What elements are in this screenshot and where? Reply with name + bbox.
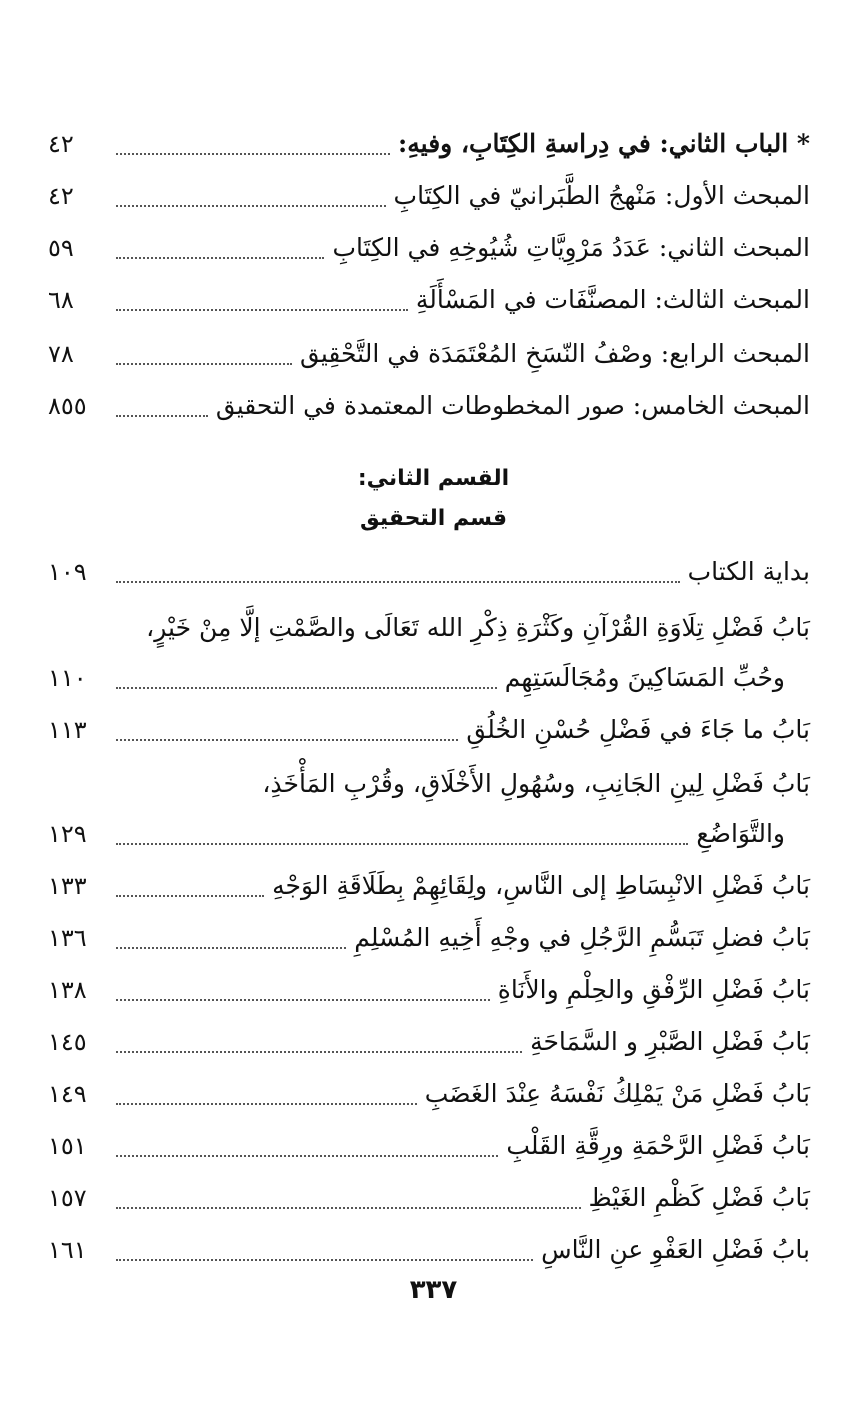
toc-entry [48,380,810,432]
toc-entry-title: المبحث الثاني: عَدَدُ مَرْوِيَّاتِ شُيُوخِهِ في الكِتَابِ [332,233,810,262]
leader-dots [116,309,408,311]
page-ref: ٤٢ [48,182,74,210]
toc-entry-title: والتَّوَاضُعِ [696,819,785,848]
toc-entry-title: المبحث الخامس: صور المخطوطات المعتمدة في التحقيق [215,391,810,420]
toc-entry [48,118,810,170]
toc-entry-title [398,118,810,170]
toc-entry [48,964,810,1016]
leader-dots [116,1259,533,1261]
page-ref: ١٦١ [48,1236,87,1264]
leader-dots [116,257,324,259]
toc-entry [48,860,810,912]
leader-dots [116,895,264,897]
toc-entry-title: وحُبِّ المَسَاكِينَ ومُجَالَسَتِهِم [504,663,785,692]
page-ref: ١٣٨ [48,976,87,1004]
toc-entry-title: بَابُ فَضْلِ لِينِ الجَانِبِ، وسُهُولِ الأَخْلَاقِ، وقُرْبِ المَأْخَذِ، [262,769,810,798]
leader-dots [116,1207,581,1209]
leader-dots [116,947,346,949]
page-ref: ٤٢ [48,130,74,158]
toc-entry-title: بَابُ فَضْلِ الصَّبْرِ و السَّمَاحَةِ [530,1027,810,1056]
toc-entry [48,704,810,756]
toc-entry-title: بابُ فَضْلِ العَفْوِ عنِ النَّاسِ [541,1235,810,1264]
page-ref: ١٣٦ [48,924,87,952]
page-ref: ١٥٧ [48,1184,87,1212]
page-ref: ١٤٩ [48,1080,87,1108]
section-subheading: قسم التحقيق [360,506,507,531]
leader-dots [116,363,292,365]
toc-entry [48,222,810,274]
leader-dots [116,1155,498,1157]
toc-entry [48,808,785,860]
toc-entry-title: بَابُ فَضْلِ مَنْ يَمْلِكُ نَفْسَهُ عِنْدَ الغَضَبِ [424,1079,810,1108]
leader-dots [116,843,688,845]
page-ref: ١٣٣ [48,872,87,900]
toc-entry [48,652,785,704]
page-number: ٣٣٧ [409,1275,458,1305]
chapter-title: في دِراسةِ الكِتَابِ، وفيهِ: [398,129,660,158]
leader-dots [116,687,497,689]
leader-dots [116,999,490,1001]
page-ref: ١١٠ [48,664,87,692]
toc-entry-title: المبحث الرابع: وصْفُ النّسَخِ المُعْتَمَدَة في التَّحْقِيق [299,339,810,368]
page-ref: ١٥١ [48,1132,87,1160]
toc-entry-title: بَابُ فَضْلِ الرِّفْقِ والحِلْمِ والأَنَاةِ [497,975,810,1004]
chapter-label: * الباب الثاني: [659,129,810,158]
toc-entry [48,274,810,326]
page-ref: ١٤٥ [48,1028,87,1056]
toc-entry-title: المبحث الأول: مَنْهجُ الطَّبَرانيّ في الكِتَابِ [393,181,810,210]
toc-entry [48,1172,810,1224]
toc-entry-title: بداية الكتاب [687,557,810,586]
toc-entry-title: بَابُ فَضْلِ تِلَاوَةِ القُرْآنِ وكَثْرَةِ ذِكْرِ الله تَعَالَى والصَّمْتِ إلَّا مِنْ خَيْرٍ، [146,613,810,642]
page-ref: ١٠٩ [48,558,87,586]
page-ref: ٦٨ [48,286,74,314]
leader-dots [116,739,458,741]
leader-dots [116,1051,522,1053]
toc-entry [48,328,810,380]
toc-entry [48,546,810,598]
toc-entry-line [108,602,810,654]
toc-entry-title: بَابُ فَضْلِ الرَّحْمَةِ ورِقَّةِ القَلْبِ [506,1131,810,1160]
page-ref: ٧٨ [48,340,74,368]
leader-dots [116,415,208,417]
toc-entry-title: بَابُ ما جَاءَ في فَضْلِ حُسْنِ الخُلُقِ [466,715,810,744]
leader-dots [116,153,390,155]
page-ref: ٨٥٥ [48,392,87,420]
page-ref: ١١٣ [48,716,87,744]
leader-dots [116,1103,417,1105]
toc-entry-title: بَابُ فَضْلِ الانْبِسَاطِ إلى النَّاسِ، ولِقَائِهِمْ بِطَلَاقَةِ الوَجْهِ [272,871,810,900]
toc-entry [48,1224,810,1276]
toc-entry-title: المبحث الثالث: المصنَّفَات في المَسْأَلَةِ [415,285,810,314]
page-ref: ٥٩ [48,234,74,262]
toc-entry [48,1120,810,1172]
toc-entry [48,912,810,964]
page-ref: ١٢٩ [48,820,87,848]
toc-entry [48,1068,810,1120]
toc-entry-title: بَابُ فضلِ تَبَسُّمِ الرَّجُلِ في وجْهِ أَخِيهِ المُسْلِمِ [354,923,810,952]
toc-entry [48,1016,810,1068]
section-heading: القسم الثاني: [357,466,510,491]
toc-entry-title: بَابُ فَضْلِ كَظْمِ الغَيْظِ [588,1183,810,1212]
toc-entry-line [108,758,810,810]
leader-dots [116,205,386,207]
leader-dots [116,581,680,583]
toc-entry [48,170,810,222]
